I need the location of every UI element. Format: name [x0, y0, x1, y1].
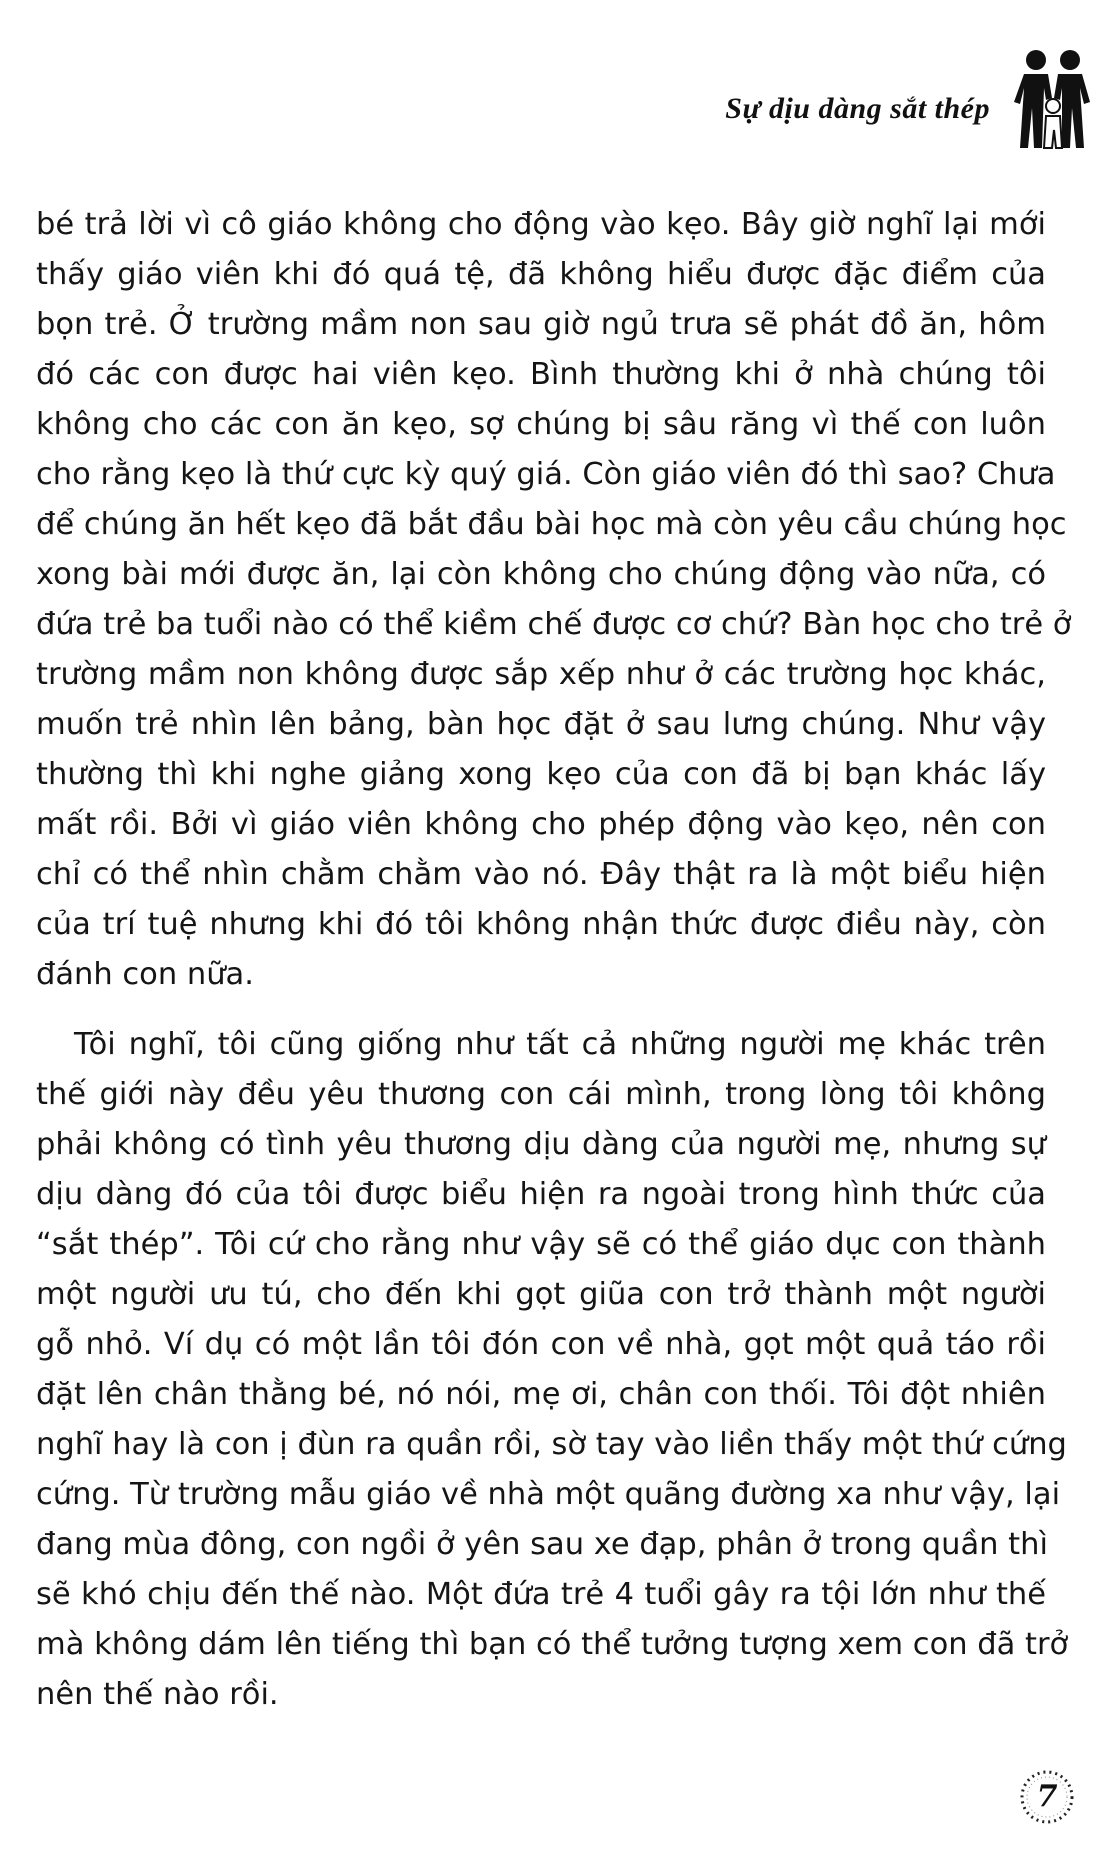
paragraph-2	[36, 1020, 1069, 1720]
page-number-badge	[1018, 1768, 1076, 1826]
paragraph-spacer	[36, 1000, 1046, 1020]
text-line: gỗ nhỏ. Ví dụ có một lần tôi đón con về nhà, gọt một quả táo rồi	[36, 1327, 1046, 1362]
text-line: đó các con được hai viên kẹo. Bình thường khi ở nhà chúng tôi	[36, 357, 1046, 392]
body-text	[36, 200, 1072, 1720]
text-line: đứa trẻ ba tuổi nào có thể kiềm chế được cơ chứ? Bàn học cho trẻ ở	[36, 607, 1072, 642]
text-line: mất rồi. Bởi vì giáo viên không cho phép động vào kẹo, nên con	[36, 807, 1046, 842]
text-line: của trí tuệ nhưng khi đó tôi không nhận thức được điều này, còn	[36, 907, 1046, 942]
text-line: không cho các con ăn kẹo, sợ chúng bị sâu răng vì thế con luôn	[36, 407, 1046, 442]
text-line: đánh con nữa.	[36, 957, 254, 992]
family-silhouette-icon	[1010, 48, 1098, 152]
text-line: trường mầm non không được sắp xếp như ở các trường học khác,	[36, 657, 1046, 692]
page-number: 7	[1036, 1779, 1058, 1814]
text-line: phải không có tình yêu thương dịu dàng của người mẹ, nhưng sự	[36, 1127, 1046, 1162]
text-line: mà không dám lên tiếng thì bạn có thể tưởng tượng xem con đã trở	[36, 1627, 1069, 1662]
text-line: nghĩ hay là con ị đùn ra quần rồi, sờ tay vào liền thấy một thứ cứng	[36, 1427, 1067, 1462]
text-line: chỉ có thể nhìn chằm chằm vào nó. Đây thật ra là một biểu hiện	[36, 857, 1046, 892]
text-line: Tôi nghĩ, tôi cũng giống như tất cả những người mẹ khác trên	[74, 1027, 1046, 1062]
text-line: để chúng ăn hết kẹo đã bắt đầu bài học mà còn yêu cầu chúng học	[36, 507, 1067, 542]
running-title: Sự dịu dàng sắt thép	[725, 92, 990, 125]
text-line: đặt lên chân thằng bé, nó nói, mẹ ơi, chân con thối. Tôi đột nhiên	[36, 1377, 1046, 1412]
text-line: muốn trẻ nhìn lên bảng, bàn học đặt ở sau lưng chúng. Như vậy	[36, 707, 1046, 742]
text-line: cho rằng kẹo là thứ cực kỳ quý giá. Còn giáo viên đó thì sao? Chưa	[36, 457, 1056, 492]
text-line: sẽ khó chịu đến thế nào. Một đứa trẻ 4 tuổi gây ra tội lớn như thế	[36, 1577, 1046, 1612]
text-line: thấy giáo viên khi đó quá tệ, đã không hiểu được đặc điểm của	[36, 257, 1046, 292]
text-line: bé trả lời vì cô giáo không cho động vào kẹo. Bây giờ nghĩ lại mới	[36, 207, 1046, 242]
text-line: đang mùa đông, con ngồi ở yên sau xe đạp, phân ở trong quần thì	[36, 1527, 1048, 1562]
text-line: thế giới này đều yêu thương con cái mình, trong lòng tôi không	[36, 1077, 1046, 1112]
text-line: thường thì khi nghe giảng xong kẹo của con đã bị bạn khác lấy	[36, 757, 1046, 792]
text-line: dịu dàng đó của tôi được biểu hiện ra ngoài trong hình thức của	[36, 1177, 1046, 1212]
text-line: cứng. Từ trường mẫu giáo về nhà một quãng đường xa như vậy, lại	[36, 1477, 1061, 1512]
text-line: một người ưu tú, cho đến khi gọt giũa con trở thành một người	[36, 1277, 1046, 1312]
text-line: nên thế nào rồi.	[36, 1677, 279, 1712]
text-line: bọn trẻ. Ở trường mầm non sau giờ ngủ trưa sẽ phát đồ ăn, hôm	[36, 307, 1046, 342]
paragraph-1	[36, 200, 1072, 1000]
text-line: “sắt thép”. Tôi cứ cho rằng như vậy sẽ có thể giáo dục con thành	[36, 1227, 1046, 1262]
text-line: xong bài mới được ăn, lại còn không cho chúng động vào nữa, có	[36, 557, 1046, 592]
